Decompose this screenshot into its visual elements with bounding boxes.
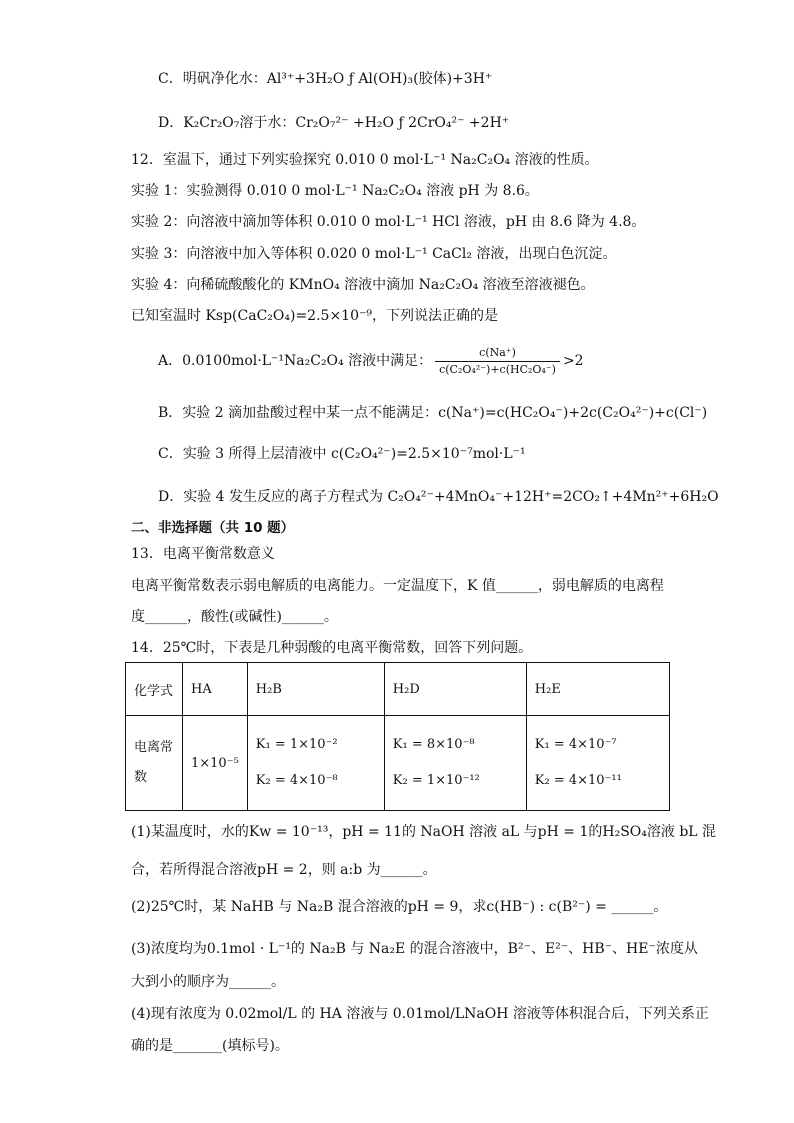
section-heading: 二、非选择题（共 10 题）: [131, 520, 295, 536]
cell-h2e-values: [526, 716, 669, 811]
cell-ha-value: 1×10⁻⁵: [183, 716, 248, 811]
q13-title: 13．电离平衡常数意义: [131, 546, 275, 562]
q12-experiment-4: 实验 4：向稀硫酸酸化的 KMnO₄ 溶液中滴加 Na₂C₂O₄ 溶液至溶液褪色。: [131, 277, 595, 293]
h2d-k2: K₂ = 1×10⁻¹²: [392, 773, 480, 788]
fraction-denominator: c(C₂O₄²⁻)+c(HC₂O₄⁻): [439, 362, 556, 376]
header-cell-h2b: H₂B: [247, 663, 384, 716]
row-label-cell: [126, 716, 183, 811]
q14-stem: 14．25℃时，下表是几种弱酸的电离平衡常数，回答下列问题。: [131, 640, 533, 656]
header-cell-h2e: H₂E: [526, 663, 669, 716]
cell-h2b-values: [247, 716, 384, 811]
q13-line-2: 度______，酸性(或碱性)______。: [131, 609, 338, 625]
q12-experiment-1: 实验 1：实验测得 0.010 0 mol·L⁻¹ Na₂C₂O₄ 溶液 pH 为 8.6。: [131, 183, 539, 199]
q12-option-b: B．实验 2 滴加盐酸过程中某一点不能满足：c(Na⁺)=c(HC₂O₄⁻)+2c(C₂O₄²⁻)+c(Cl⁻): [158, 405, 708, 421]
header-cell-formula: 化学式: [126, 663, 183, 716]
q14-part-2: (2)25℃时，某 NaHB 与 Na₂B 混合溶液的pH = 9，求c(HB⁻) : c(B²⁻) = ______。: [131, 899, 668, 915]
q12-known-condition: 已知室温时 Ksp(CaC₂O₄)=2.5×10⁻⁹，下列说法正确的是: [131, 308, 498, 324]
h2d-k1: K₁ = 8×10⁻⁸: [392, 737, 475, 752]
h2b-k1: K₁ = 1×10⁻²: [255, 737, 338, 752]
q12-stem: 12．室温下，通过下列实验探究 0.010 0 mol·L⁻¹ Na₂C₂O₄ 溶液的性质。: [131, 152, 599, 168]
ionization-constant-table: [125, 662, 670, 811]
q12-option-a-prefix: A．0.0100mol·L⁻¹Na₂C₂O₄ 溶液中满足：: [158, 353, 433, 369]
row-label-line: 数: [134, 770, 148, 785]
q12-experiment-3: 实验 3：向溶液中加入等体积 0.020 0 mol·L⁻¹ CaCl₂ 溶液，出现白色沉淀。: [131, 246, 617, 262]
h2e-k1: K₁ = 4×10⁻⁷: [534, 737, 617, 752]
q12-option-c: C．实验 3 所得上层清液中 c(C₂O₄²⁻)=2.5×10⁻⁷mol·L⁻¹: [158, 446, 526, 462]
q14-part-4-line-1: (4)现有浓度为 0.02mol/L 的 HA 溶液与 0.01mol/LNaOH 溶液等体积混合后，下列关系正: [131, 1006, 709, 1022]
q14-part-3-line-1: (3)浓度均为0.1mol · L⁻¹的 Na₂B 与 Na₂E 的混合溶液中，B²⁻、E²⁻、HB⁻、HE⁻浓度从: [131, 941, 698, 957]
h2e-k2: K₂ = 4×10⁻¹¹: [534, 773, 622, 788]
q14-part-1-line-1: (1)某温度时，水的Kw = 10⁻¹³，pH = 11的 NaOH 溶液 aL 与pH = 1的H₂SO₄溶液 bL 混: [131, 824, 717, 840]
q14-part-1-line-2: 合，若所得混合溶液pH = 2，则 a:b 为______。: [131, 862, 437, 878]
q12-option-d: D．实验 4 发生反应的离子方程式为 C₂O₄²⁻+4MnO₄⁻+12H⁺=2CO₂↑+4Mn²⁺+6H₂O: [158, 489, 719, 505]
q13-line-1: 电离平衡常数表示弱电解质的电离能力。一定温度下，K 值______，弱电解质的电离程: [131, 578, 664, 594]
q12-option-a-fraction: [435, 346, 560, 377]
cell-h2d-values: [384, 716, 526, 811]
q14-part-4-line-2: 确的是_______(填标号)。: [131, 1038, 289, 1054]
fraction-numerator: c(Na⁺): [435, 346, 560, 362]
q14-part-3-line-2: 大到小的顺序为______。: [131, 974, 285, 990]
header-cell-ha: HA: [183, 663, 248, 716]
table-row: [126, 716, 670, 811]
h2b-k2: K₂ = 4×10⁻⁸: [255, 773, 338, 788]
row-label-line: 电离常: [134, 740, 174, 755]
q11-option-c: C．明矾净化水：Al³⁺+3H₂O ƒ Al(OH)₃(胶体)+3H⁺: [158, 71, 493, 87]
q12-experiment-2: 实验 2：向溶液中滴加等体积 0.010 0 mol·L⁻¹ HCl 溶液，pH 由 8.6 降为 4.8。: [131, 214, 646, 230]
q12-option-a: [158, 339, 584, 383]
header-cell-h2d: H₂D: [384, 663, 526, 716]
q11-option-d: D．K₂Cr₂O₇溶于水：Cr₂O₇²⁻ +H₂O ƒ 2CrO₄²⁻ +2H⁺: [158, 115, 510, 131]
q12-option-a-suffix: >2: [562, 353, 584, 369]
table-header-row: [126, 663, 670, 716]
